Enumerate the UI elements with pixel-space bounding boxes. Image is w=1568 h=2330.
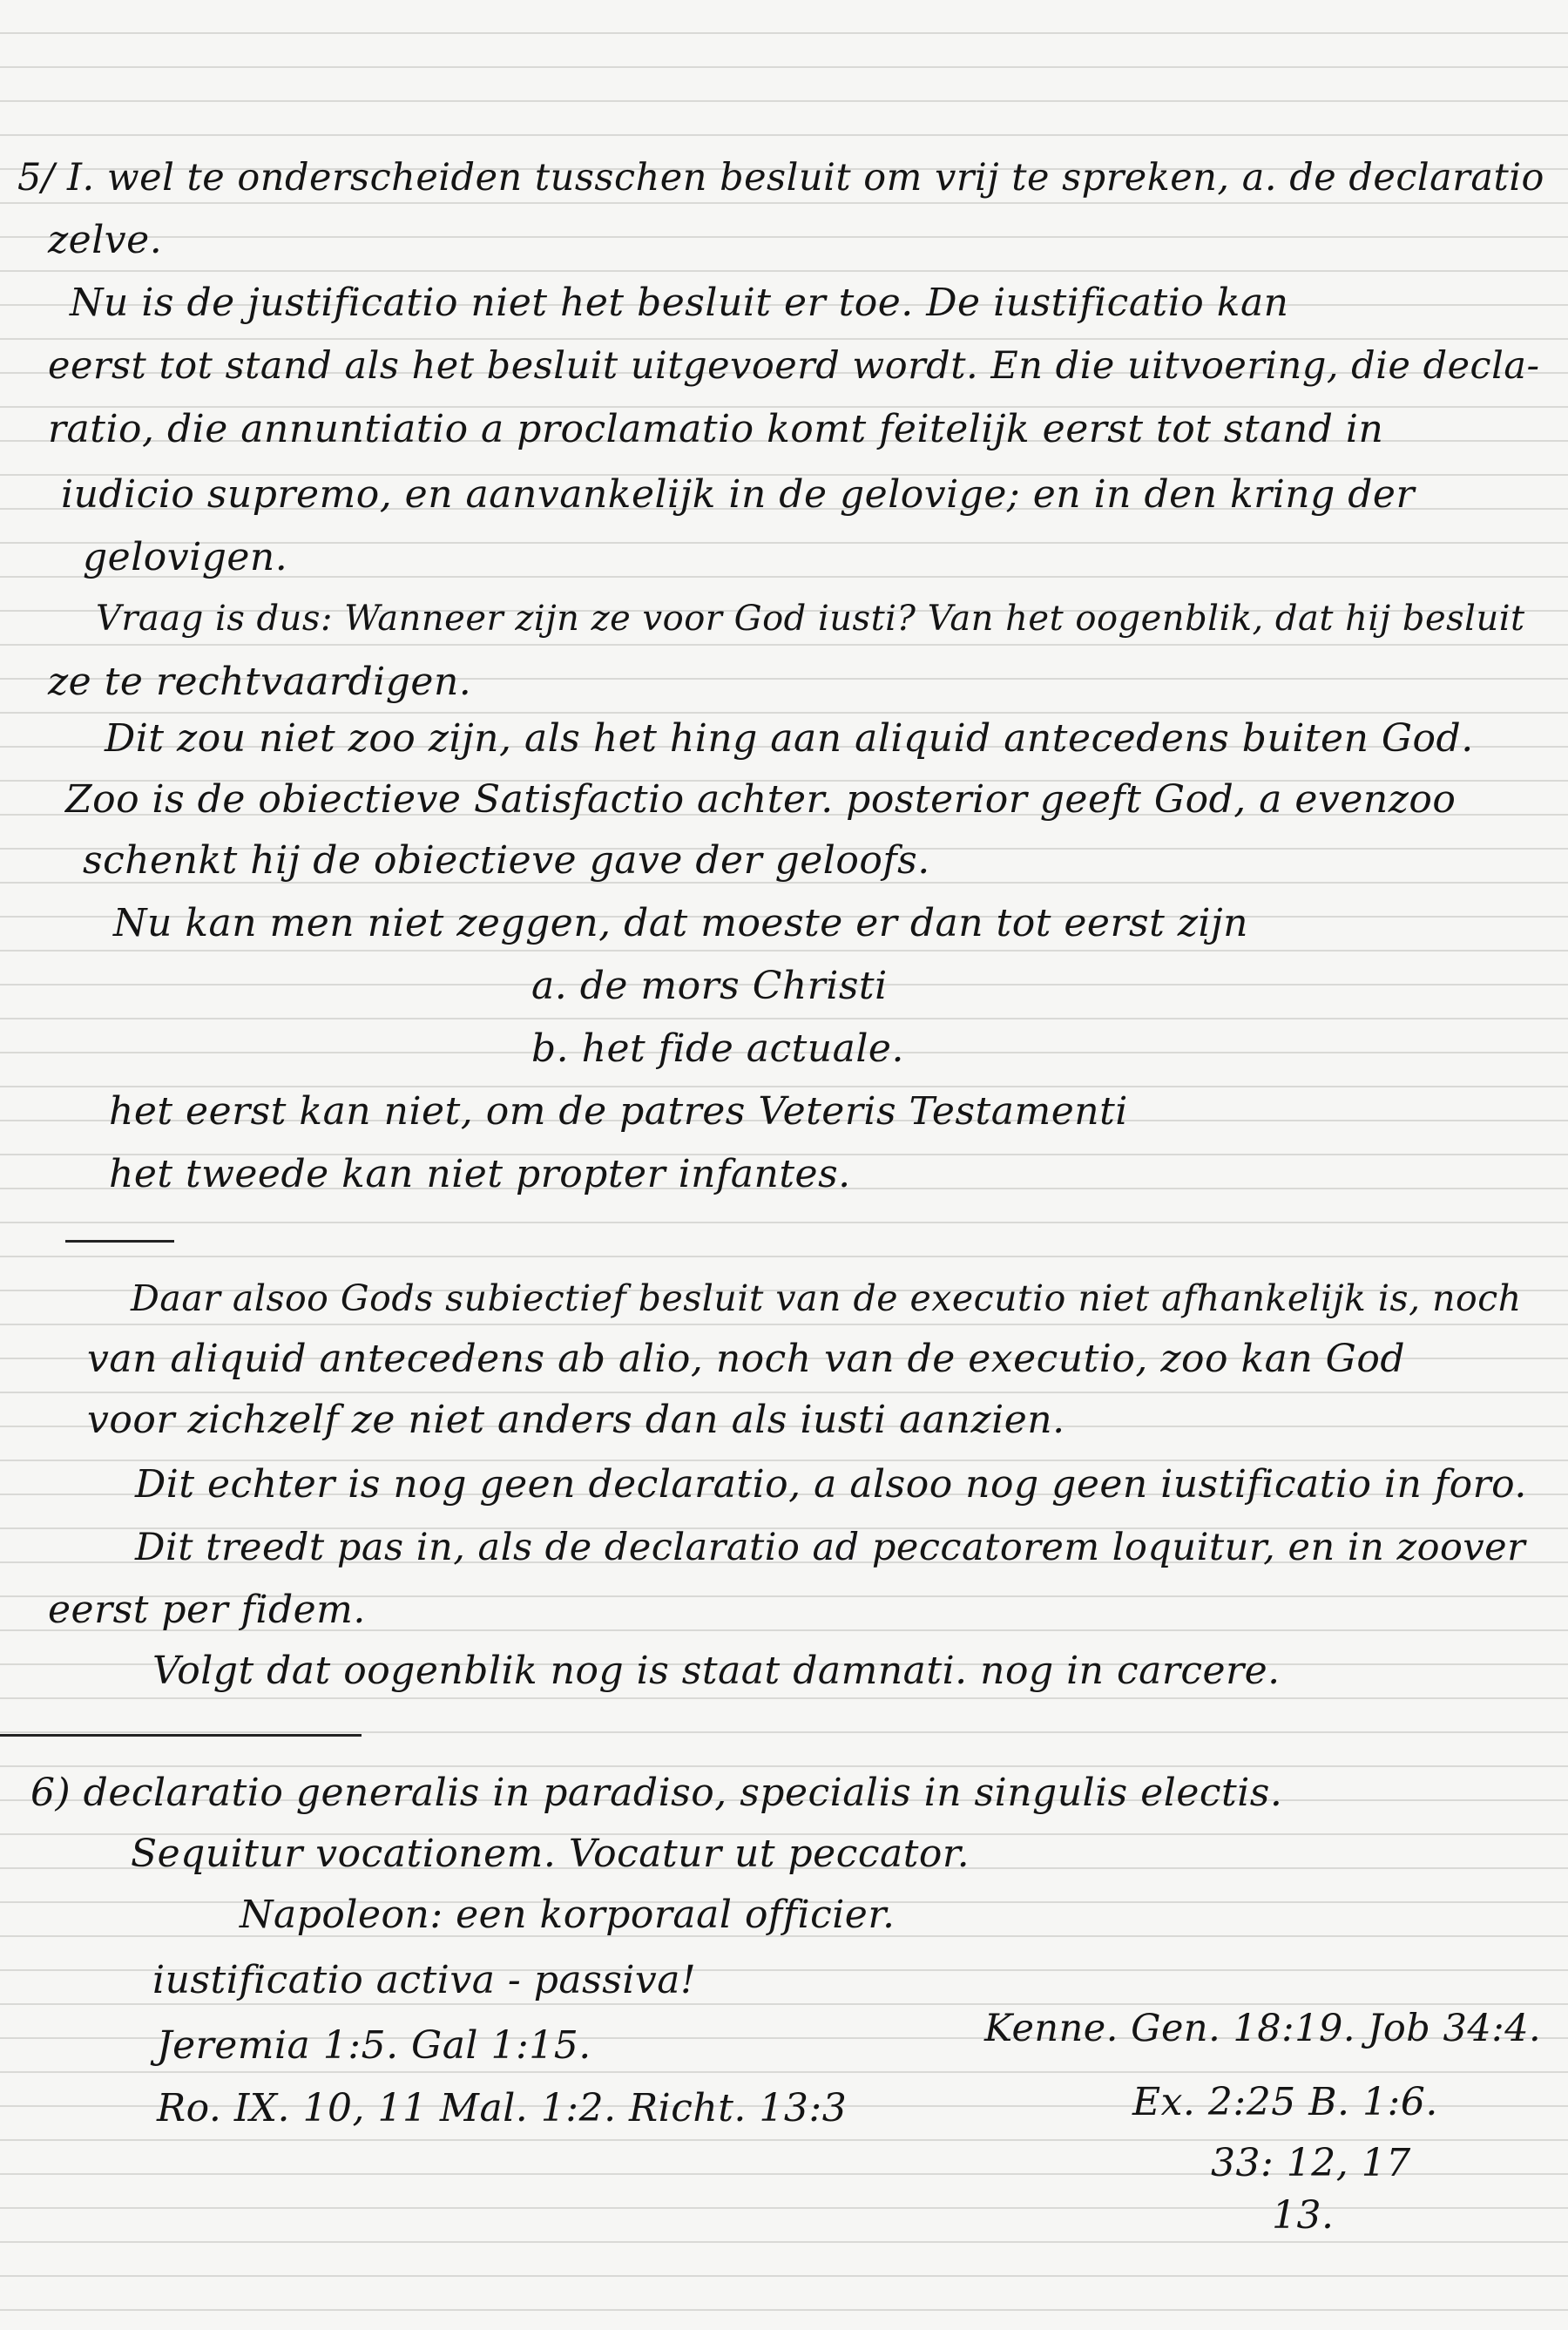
- text-line: Ex. 2:25 B. 1:6.: [1132, 2080, 1438, 2124]
- text-line: voor zichzelf ze niet anders dan als iusti aanzien.: [87, 1398, 1065, 1442]
- text-line: ze te rechtvaardigen.: [48, 660, 472, 704]
- separator-rule: [0, 1734, 362, 1737]
- text-line: zelve.: [48, 218, 163, 262]
- text-line: Ro. IX. 10, 11 Mal. 1:2. Richt. 13:3: [157, 2086, 848, 2130]
- text-line: eerst per fidem.: [48, 1588, 366, 1632]
- text-line: 5/ I. wel te onderscheiden tusschen besluit om vrij te spreken, a. de declaratio: [17, 156, 1544, 200]
- text-line: eerst tot stand als het besluit uitgevoerd wordt. En die uitvoering, die decla-: [48, 344, 1540, 388]
- text-line: Sequitur vocationem. Vocatur ut peccator.: [131, 1832, 970, 1876]
- separator-rule: [65, 1240, 174, 1243]
- text-line: 6) declaratio generalis in paradiso, specialis in singulis electis.: [30, 1771, 1283, 1815]
- text-line: Vraag is dus: Wanneer zijn ze voor God iusti? Van het oogenblik, dat hij besluit: [96, 599, 1525, 639]
- text-line: Napoleon: een korporaal officier.: [240, 1893, 896, 1937]
- text-line: Volgt dat oogenblik nog is staat damnati. nog in carcere.: [152, 1649, 1281, 1693]
- text-line: b. het fide actuale.: [531, 1026, 904, 1071]
- text-line: Jeremia 1:5. Gal 1:15.: [157, 2023, 591, 2068]
- text-line: Kenne. Gen. 18:19. Job 34:4.: [984, 2007, 1542, 2050]
- text-line: a. de mors Christi: [531, 964, 888, 1008]
- text-line: het eerst kan niet, om de patres Veteris Testamenti: [109, 1089, 1128, 1134]
- text-line: het tweede kan niet propter infantes.: [109, 1152, 851, 1196]
- text-line: Nu kan men niet zeggen, dat moeste er dan tot eerst zijn: [113, 901, 1248, 945]
- text-line: Dit zou niet zoo zijn, als het hing aan aliquid antecedens buiten God.: [105, 716, 1474, 761]
- text-line: Zoo is de obiectieve Satisfactio achter. posterior geeft God, a evenzoo: [65, 777, 1456, 822]
- text-line: van aliquid antecedens ab alio, noch van de executio, zoo kan God: [87, 1337, 1405, 1381]
- text-line: Nu is de justificatio niet het besluit er toe. De iustificatio kan: [70, 281, 1289, 325]
- text-line: 33: 12, 17: [1211, 2141, 1411, 2185]
- text-line: Dit treedt pas in, als de declaratio ad peccatorem loquitur, en in zoover: [135, 1526, 1526, 1569]
- text-line: iustificatio activa - passiva!: [152, 1958, 697, 2002]
- text-line: 13.: [1272, 2193, 1335, 2238]
- text-line: ratio, die annuntiatio a proclamatio komt feitelijk eerst tot stand in: [48, 407, 1384, 451]
- text-line: schenkt hij de obiectieve gave der geloofs.: [83, 838, 930, 883]
- text-line: iudicio supremo, en aanvankelijk in de gelovige; en in den kring der: [61, 472, 1415, 517]
- text-line: Dit echter is nog geen declaratio, a alsoo nog geen iustificatio in foro.: [135, 1462, 1527, 1507]
- text-line: Daar alsoo Gods subiectief besluit van de executio niet afhankelijk is, noch: [131, 1277, 1522, 1319]
- text-line: gelovigen.: [83, 535, 288, 579]
